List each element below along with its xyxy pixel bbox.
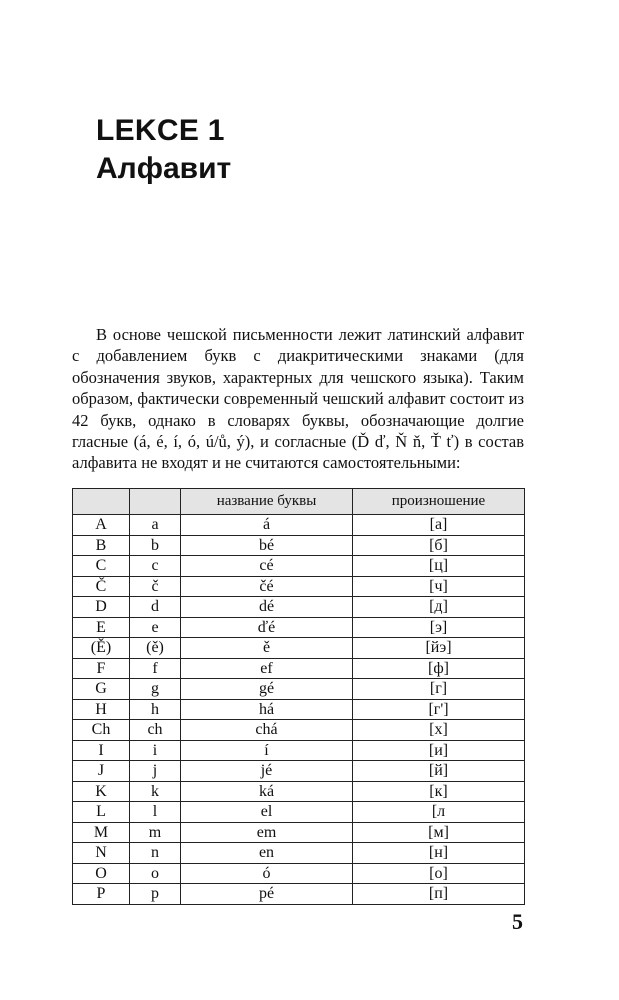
- table-row: [73, 863, 525, 884]
- cell-lowercase: j: [130, 761, 181, 782]
- cell-uppercase: J: [73, 761, 130, 782]
- cell-lowercase: i: [130, 740, 181, 761]
- cell-letter-name: cé: [181, 556, 353, 577]
- cell-letter-name: í: [181, 740, 353, 761]
- table-row: [73, 658, 525, 679]
- cell-uppercase: P: [73, 884, 130, 905]
- cell-lowercase: e: [130, 617, 181, 638]
- cell-uppercase: B: [73, 535, 130, 556]
- cell-letter-name: en: [181, 843, 353, 864]
- table-row: [73, 781, 525, 802]
- cell-letter-name: chá: [181, 720, 353, 741]
- cell-lowercase: o: [130, 863, 181, 884]
- intro-paragraph: В основе чешской письменности лежит латинский алфавит с добавлением букв с диакритическими знаками (для обозначения звуков, характерных для чешского языка). Таким образом, фактически современный чешский алфавит состоит из 42 букв, однако в словарях буквы, обозначающие долгие гласные (á, é, í, ó, ú/ů, ý), и согласные (Ď ď, Ň ň, Ť ť) в состав алфавита не входят и не считаются самостоятельными:: [72, 325, 524, 473]
- cell-letter-name: ó: [181, 863, 353, 884]
- cell-letter-name: gé: [181, 679, 353, 700]
- column-header-letter-name: название буквы: [181, 489, 353, 515]
- table-row: [73, 597, 525, 618]
- cell-letter-name: el: [181, 802, 353, 823]
- table-row: [73, 535, 525, 556]
- table-row: [73, 638, 525, 659]
- cell-lowercase: h: [130, 699, 181, 720]
- cell-pronunciation: [й]: [353, 761, 525, 782]
- cell-pronunciation: [л: [353, 802, 525, 823]
- cell-uppercase: A: [73, 515, 130, 536]
- cell-lowercase: n: [130, 843, 181, 864]
- cell-pronunciation: [а]: [353, 515, 525, 536]
- cell-lowercase: g: [130, 679, 181, 700]
- table-body: [73, 515, 525, 905]
- cell-lowercase: č: [130, 576, 181, 597]
- cell-uppercase: F: [73, 658, 130, 679]
- cell-uppercase: O: [73, 863, 130, 884]
- column-header-lowercase: [130, 489, 181, 515]
- cell-lowercase: m: [130, 822, 181, 843]
- cell-pronunciation: [г]: [353, 679, 525, 700]
- cell-uppercase: D: [73, 597, 130, 618]
- cell-uppercase: I: [73, 740, 130, 761]
- cell-letter-name: bé: [181, 535, 353, 556]
- table-row: [73, 884, 525, 905]
- column-header-pronunciation: произношение: [353, 489, 525, 515]
- cell-pronunciation: [йэ]: [353, 638, 525, 659]
- alphabet-table: [72, 488, 525, 905]
- cell-pronunciation: [о]: [353, 863, 525, 884]
- cell-pronunciation: [ц]: [353, 556, 525, 577]
- cell-uppercase: L: [73, 802, 130, 823]
- cell-pronunciation: [ч]: [353, 576, 525, 597]
- cell-pronunciation: [д]: [353, 597, 525, 618]
- table-header-row: [73, 489, 525, 515]
- table-row: [73, 802, 525, 823]
- table-row: [73, 617, 525, 638]
- table-row: [73, 761, 525, 782]
- table-row: [73, 720, 525, 741]
- column-header-uppercase: [73, 489, 130, 515]
- table-row: [73, 556, 525, 577]
- table-row: [73, 843, 525, 864]
- cell-letter-name: jé: [181, 761, 353, 782]
- cell-uppercase: Č: [73, 576, 130, 597]
- cell-letter-name: ďé: [181, 617, 353, 638]
- cell-letter-name: em: [181, 822, 353, 843]
- cell-letter-name: há: [181, 699, 353, 720]
- cell-lowercase: b: [130, 535, 181, 556]
- cell-uppercase: E: [73, 617, 130, 638]
- cell-uppercase: N: [73, 843, 130, 864]
- cell-lowercase: d: [130, 597, 181, 618]
- cell-pronunciation: [к]: [353, 781, 525, 802]
- cell-lowercase: ch: [130, 720, 181, 741]
- cell-letter-name: ě: [181, 638, 353, 659]
- page-number: 5: [512, 909, 523, 934]
- cell-letter-name: á: [181, 515, 353, 536]
- lesson-label: LEKCE 1: [96, 114, 225, 147]
- cell-uppercase: G: [73, 679, 130, 700]
- table-row: [73, 740, 525, 761]
- table-row: [73, 822, 525, 843]
- cell-uppercase: (Ě): [73, 638, 130, 659]
- table-row: [73, 679, 525, 700]
- cell-pronunciation: [п]: [353, 884, 525, 905]
- cell-lowercase: a: [130, 515, 181, 536]
- cell-pronunciation: [и]: [353, 740, 525, 761]
- cell-lowercase: c: [130, 556, 181, 577]
- cell-pronunciation: [ф]: [353, 658, 525, 679]
- cell-letter-name: ef: [181, 658, 353, 679]
- cell-letter-name: ká: [181, 781, 353, 802]
- cell-uppercase: H: [73, 699, 130, 720]
- cell-letter-name: čé: [181, 576, 353, 597]
- cell-pronunciation: [б]: [353, 535, 525, 556]
- cell-pronunciation: [х]: [353, 720, 525, 741]
- cell-uppercase: Ch: [73, 720, 130, 741]
- page-title: Алфавит: [96, 152, 232, 185]
- cell-letter-name: dé: [181, 597, 353, 618]
- cell-lowercase: f: [130, 658, 181, 679]
- cell-pronunciation: [г']: [353, 699, 525, 720]
- cell-uppercase: C: [73, 556, 130, 577]
- table-row: [73, 515, 525, 536]
- cell-pronunciation: [н]: [353, 843, 525, 864]
- cell-uppercase: M: [73, 822, 130, 843]
- cell-uppercase: K: [73, 781, 130, 802]
- cell-lowercase: (ě): [130, 638, 181, 659]
- table-row: [73, 699, 525, 720]
- cell-letter-name: pé: [181, 884, 353, 905]
- table-row: [73, 576, 525, 597]
- cell-pronunciation: [э]: [353, 617, 525, 638]
- cell-lowercase: p: [130, 884, 181, 905]
- cell-lowercase: l: [130, 802, 181, 823]
- cell-lowercase: k: [130, 781, 181, 802]
- cell-pronunciation: [м]: [353, 822, 525, 843]
